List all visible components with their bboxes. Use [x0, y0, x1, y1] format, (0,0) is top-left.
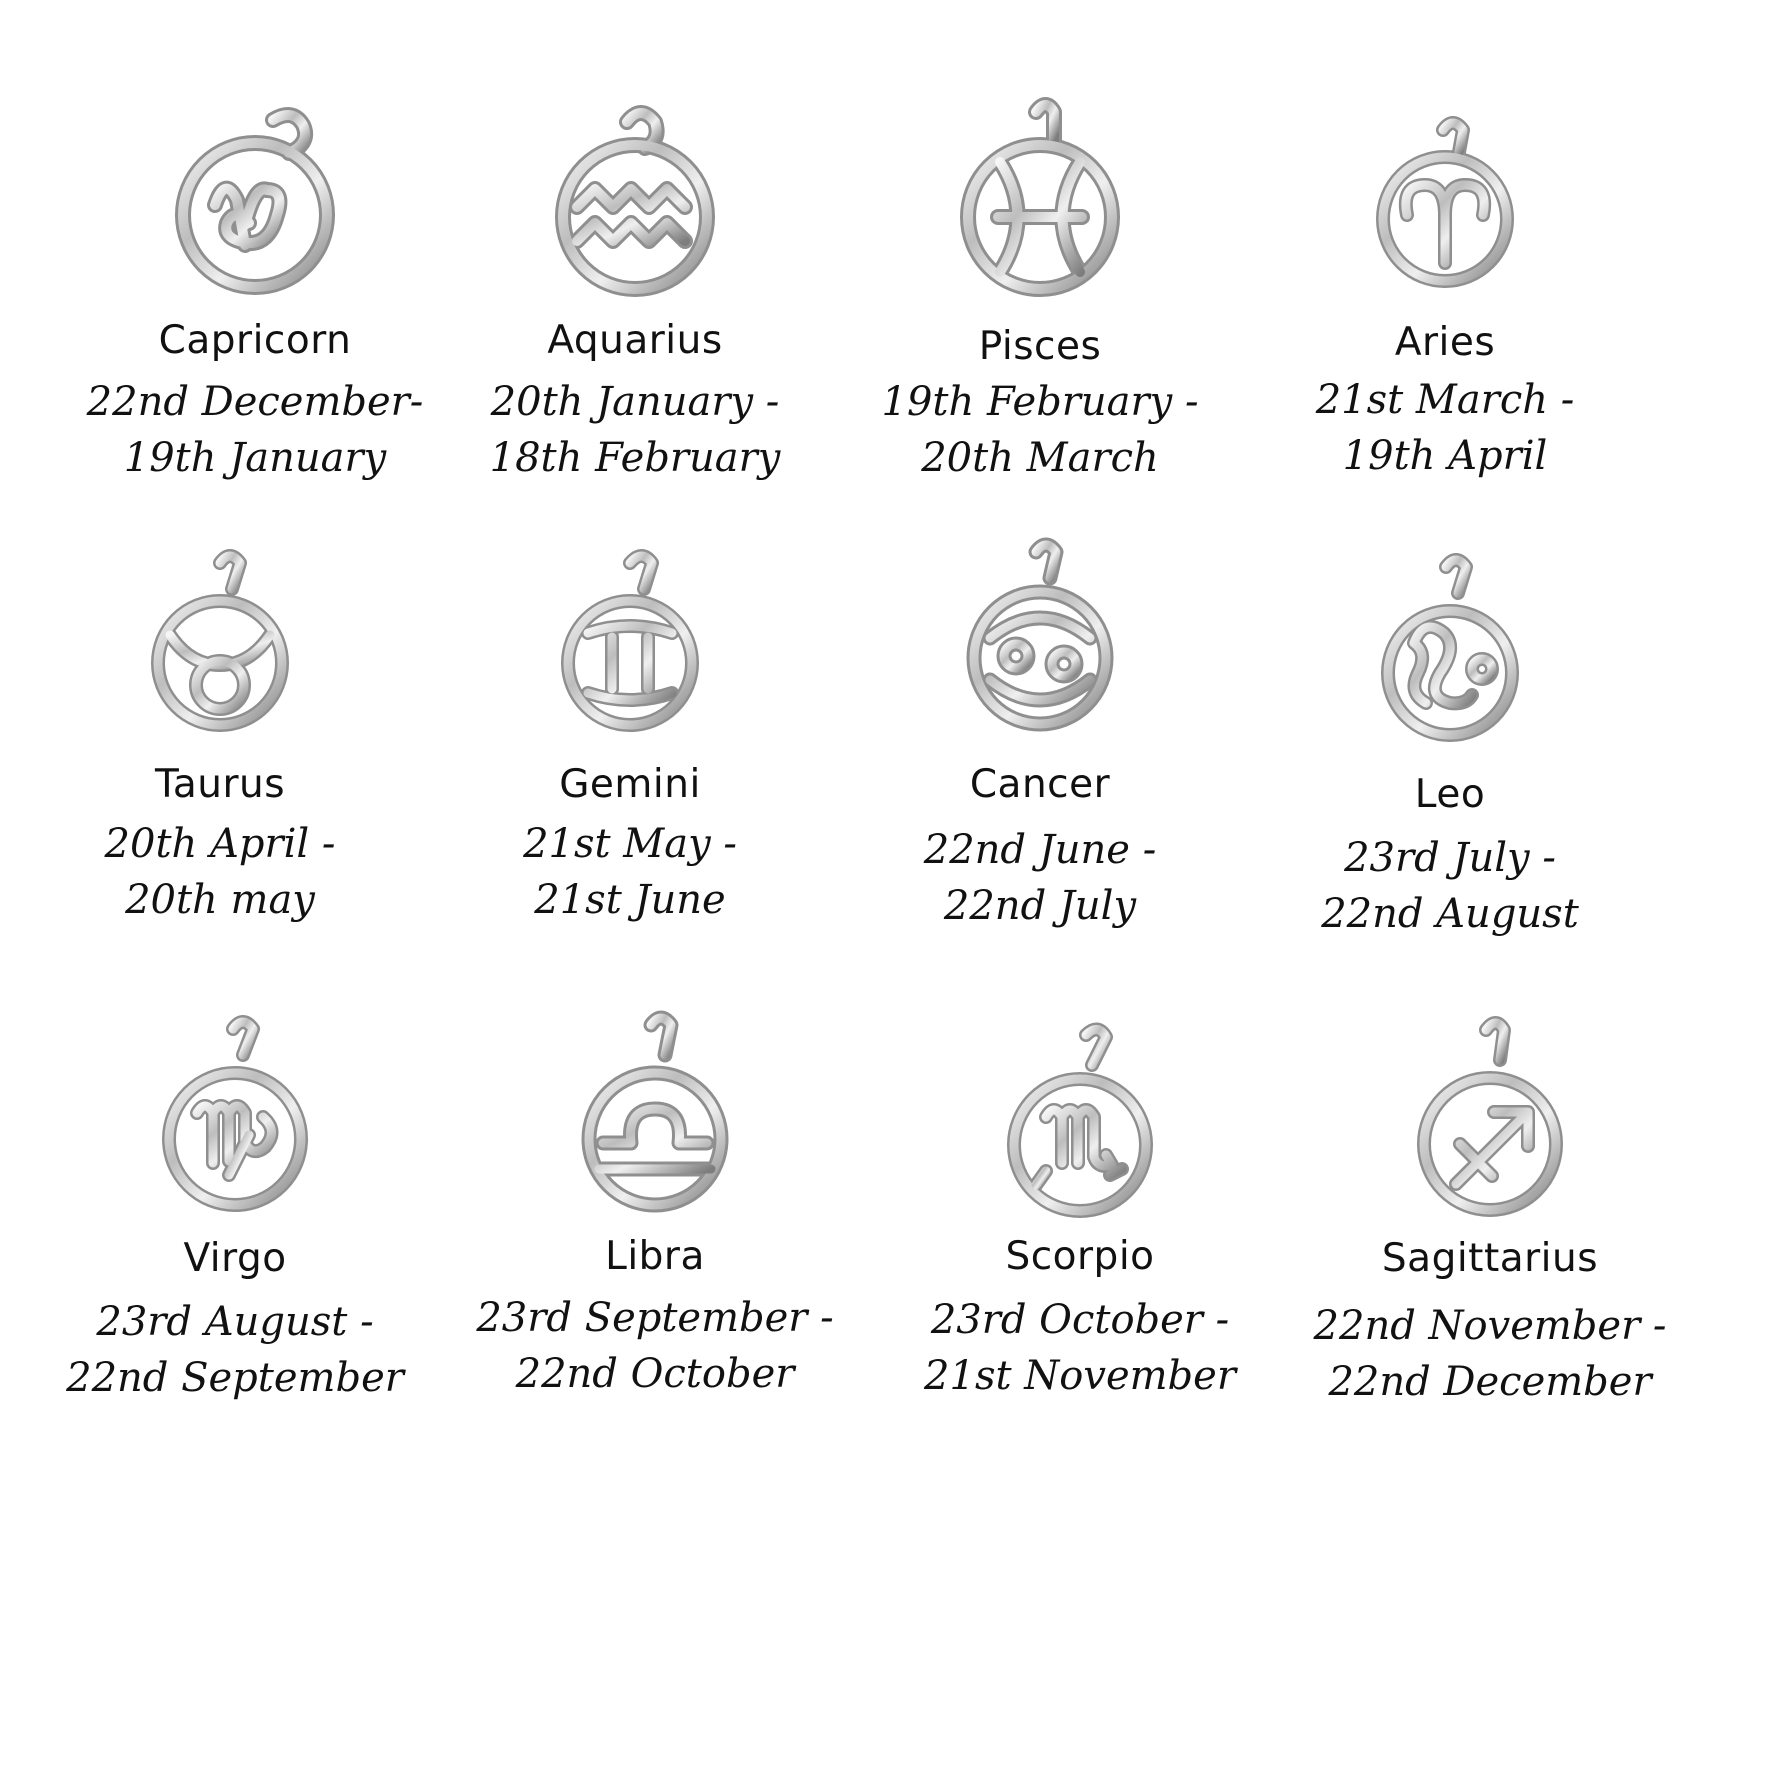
- dates-line-1: 19th February -: [881, 379, 1199, 425]
- cancer-charm-icon: [955, 545, 1125, 755]
- sign-dates: [45, 374, 465, 486]
- dates-line-2: 18th February: [489, 435, 781, 481]
- dates-line-2: 22nd December: [1328, 1359, 1652, 1405]
- dates-line-1: 23rd October -: [930, 1297, 1230, 1343]
- scorpio-charm-icon: [995, 1026, 1165, 1236]
- sign-dates: [1240, 830, 1660, 942]
- dates-line-1: 21st May -: [523, 821, 737, 867]
- dates-line-2: 21st June: [534, 877, 726, 923]
- sagittarius-charm-icon: [1405, 1020, 1575, 1235]
- sign-name: Pisces: [978, 324, 1102, 369]
- dates-line-1: 23rd July -: [1344, 835, 1556, 881]
- dates-line-1: 22nd June -: [923, 827, 1157, 873]
- sign-name: Sagittarius: [1381, 1236, 1599, 1281]
- dates-line-1: 23rd September -: [476, 1295, 834, 1341]
- aquarius-charm-icon: [545, 112, 725, 322]
- dates-line-2: 20th March: [921, 435, 1159, 481]
- sign-dates: [1280, 1298, 1700, 1410]
- dates-line-2: 19th April: [1342, 433, 1548, 479]
- dates-line-1: 22nd December-: [86, 379, 424, 425]
- sign-dates: [425, 374, 845, 486]
- leo-charm-icon: [1370, 558, 1530, 763]
- sign-name: Libra: [605, 1234, 705, 1279]
- sign-name: Leo: [1414, 772, 1486, 817]
- sign-name: Taurus: [154, 762, 286, 807]
- sign-name: Scorpio: [1005, 1234, 1155, 1279]
- pisces-charm-icon: [950, 102, 1130, 322]
- gemini-charm-icon: [550, 555, 710, 755]
- dates-line-1: 23rd August -: [96, 1299, 374, 1345]
- sign-dates: [25, 1294, 445, 1406]
- dates-line-2: 21st November: [924, 1353, 1236, 1399]
- virgo-charm-icon: [150, 1020, 320, 1230]
- dates-line-2: 22nd August: [1321, 891, 1579, 937]
- sign-dates: [420, 816, 840, 928]
- sign-name: Aries: [1394, 320, 1496, 365]
- dates-line-1: 21st March -: [1315, 377, 1575, 423]
- sign-dates: [870, 1292, 1290, 1404]
- sign-name: Cancer: [969, 762, 1111, 807]
- taurus-charm-icon: [140, 555, 300, 755]
- dates-line-1: 20th January -: [490, 379, 780, 425]
- sign-name: Aquarius: [547, 318, 723, 363]
- libra-charm-icon: [570, 1015, 740, 1230]
- sign-name: Virgo: [183, 1236, 287, 1281]
- dates-line-2: 22nd September: [66, 1355, 404, 1401]
- dates-line-2: 22nd July: [943, 883, 1137, 929]
- sign-dates: [1235, 372, 1655, 484]
- aries-charm-icon: [1365, 120, 1525, 310]
- dates-line-2: 22nd October: [515, 1351, 795, 1397]
- dates-line-2: 19th January: [123, 435, 387, 481]
- sign-name: Gemini: [559, 762, 701, 807]
- dates-line-2: 20th may: [125, 877, 315, 923]
- sign-name: Capricorn: [158, 318, 352, 363]
- sign-dates: [10, 816, 430, 928]
- dates-line-1: 22nd November -: [1313, 1303, 1667, 1349]
- dates-line-1: 20th April -: [104, 821, 336, 867]
- sign-dates: [445, 1290, 865, 1402]
- sign-dates: [830, 822, 1250, 934]
- sign-dates: [830, 374, 1250, 486]
- capricorn-charm-icon: [165, 110, 345, 320]
